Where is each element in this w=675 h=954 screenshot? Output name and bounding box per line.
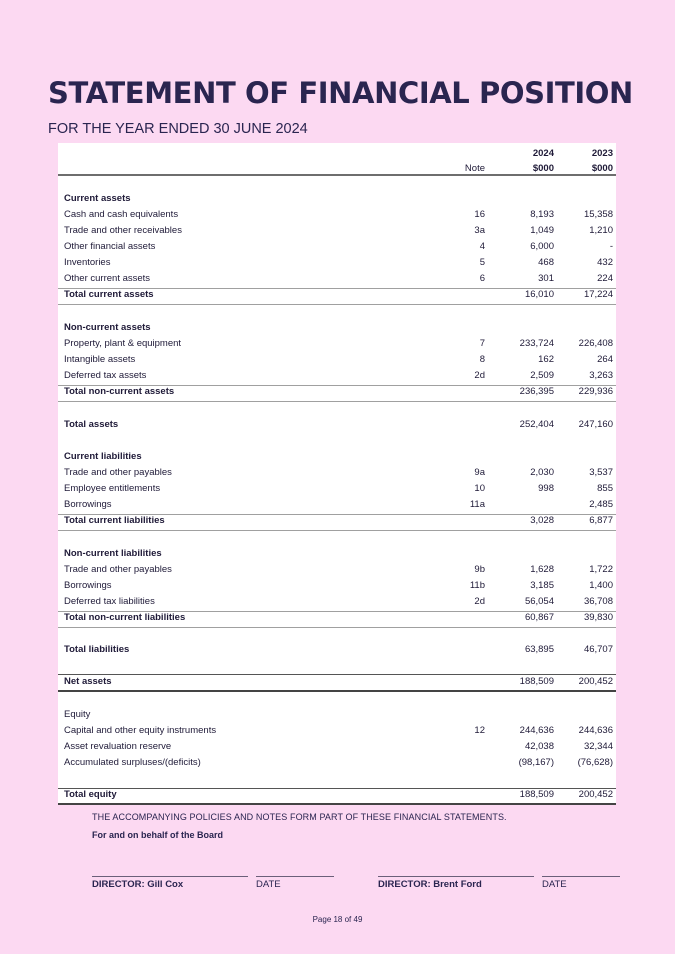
row-note: 5 (479, 257, 485, 268)
table-rule (58, 803, 616, 805)
row-label: Other current assets (64, 273, 151, 284)
table-row (58, 417, 616, 433)
row-label: Other financial assets (64, 241, 156, 252)
row-note: 11b (469, 580, 485, 591)
row-label: Total equity (64, 789, 117, 800)
header-year-2024: 2024 (532, 148, 554, 159)
row-label: Inventories (64, 257, 111, 268)
row-value-2023: 3,537 (589, 467, 613, 478)
row-value-2023: 244,636 (578, 725, 613, 736)
table-rule (58, 690, 616, 692)
row-value-2023: 1,722 (589, 564, 613, 575)
row-note: 7 (479, 338, 485, 349)
row-label: Total current liabilities (64, 515, 165, 526)
row-label: Net assets (64, 676, 112, 687)
row-note: 16 (474, 209, 485, 220)
row-value-2024: 8,193 (530, 209, 554, 220)
signature-line-director1 (92, 876, 248, 877)
table-row (58, 287, 616, 303)
table-row (58, 336, 616, 352)
row-value-2024: 42,038 (524, 741, 554, 752)
row-value-2024: 2,509 (530, 370, 554, 381)
row-label: Equity (64, 709, 91, 720)
row-value-2023: 226,408 (578, 338, 613, 349)
row-value-2023: 200,452 (578, 789, 613, 800)
row-label: Current liabilities (64, 451, 142, 462)
header-unit-2024: $000 (532, 163, 554, 174)
table-row (58, 546, 616, 562)
table-row (58, 255, 616, 271)
footer-note: THE ACCOMPANYING POLICIES AND NOTES FORM PART OF THESE FINANCIAL STATEMENTS. (92, 812, 507, 822)
table-row (58, 723, 616, 739)
table-rule (58, 304, 616, 305)
row-value-2023: 17,224 (583, 289, 613, 300)
board-statement: For and on behalf of the Board (92, 830, 223, 840)
table-rule (58, 627, 616, 628)
header-unit-2023: $000 (591, 163, 613, 174)
row-value-2023: - (609, 241, 613, 252)
row-value-2024: 56,054 (524, 596, 554, 607)
date1-label: DATE (256, 879, 281, 890)
financial-table (58, 143, 616, 803)
table-row (58, 707, 616, 723)
row-value-2023: 15,358 (583, 209, 613, 220)
table-row (58, 191, 616, 207)
row-label: Trade and other payables (64, 467, 172, 478)
row-value-2023: 6,877 (589, 515, 613, 526)
row-value-2023: 200,452 (578, 676, 613, 687)
row-note: 8 (479, 354, 485, 365)
row-note: 6 (479, 273, 485, 284)
table-row (58, 223, 616, 239)
row-label: Total current assets (64, 289, 154, 300)
row-label: Total assets (64, 419, 119, 430)
row-label: Trade and other receivables (64, 225, 182, 236)
row-value-2024: (98,167) (518, 757, 554, 768)
row-label: Deferred tax assets (64, 370, 147, 381)
table-row (58, 594, 616, 610)
row-value-2024: 236,395 (519, 386, 554, 397)
row-label: Borrowings (64, 499, 112, 510)
table-row (58, 674, 616, 690)
table-row (58, 465, 616, 481)
date2-label: DATE (542, 879, 567, 890)
table-rule (58, 530, 616, 531)
row-value-2024: 244,636 (519, 725, 554, 736)
row-label: Current assets (64, 193, 131, 204)
header-year-2023: 2023 (591, 148, 613, 159)
row-note: 2d (474, 596, 485, 607)
row-value-2023: 229,936 (578, 386, 613, 397)
row-value-2023: (76,628) (577, 757, 613, 768)
table-row (58, 320, 616, 336)
row-label: Cash and cash equivalents (64, 209, 179, 220)
row-value-2024: 998 (538, 483, 554, 494)
table-row (58, 578, 616, 594)
row-value-2023: 2,485 (589, 499, 613, 510)
row-value-2024: 63,895 (524, 644, 554, 655)
row-label: Capital and other equity instruments (64, 725, 217, 736)
table-row (58, 271, 616, 287)
row-label: Total non-current liabilities (64, 612, 186, 623)
table-rule (58, 174, 616, 176)
table-row (58, 384, 616, 400)
row-label: Property, plant & equipment (64, 338, 182, 349)
row-value-2023: 1,210 (589, 225, 613, 236)
table-rule (58, 401, 616, 402)
row-value-2024: 162 (538, 354, 554, 365)
table-row (58, 497, 616, 513)
table-row (58, 787, 616, 803)
table-row (58, 642, 616, 658)
signature-line-date1 (256, 876, 334, 877)
row-note: 4 (479, 241, 485, 252)
row-value-2024: 60,867 (524, 612, 554, 623)
row-label: Employee entitlements (64, 483, 161, 494)
table-row (58, 610, 616, 626)
row-note: 11a (469, 499, 485, 510)
row-value-2024: 301 (538, 273, 554, 284)
row-value-2024: 1,049 (530, 225, 554, 236)
row-label: Non-current assets (64, 322, 151, 333)
row-value-2024: 3,185 (530, 580, 554, 591)
page-title: STATEMENT OF FINANCIAL POSITION (48, 76, 633, 110)
row-value-2023: 247,160 (578, 419, 613, 430)
row-value-2024: 252,404 (519, 419, 554, 430)
table-row (58, 481, 616, 497)
director2-label: DIRECTOR: Brent Ford (378, 879, 482, 890)
table-row (58, 207, 616, 223)
row-note: 9b (474, 564, 485, 575)
row-value-2024: 16,010 (524, 289, 554, 300)
row-value-2023: 432 (597, 257, 613, 268)
table-row (58, 352, 616, 368)
row-value-2023: 46,707 (583, 644, 613, 655)
table-row (58, 449, 616, 465)
table-row (58, 755, 616, 771)
row-value-2023: 264 (597, 354, 613, 365)
row-note: 3a (474, 225, 485, 236)
row-value-2024: 188,509 (519, 676, 554, 687)
row-value-2024: 2,030 (530, 467, 554, 478)
page-subtitle: FOR THE YEAR ENDED 30 JUNE 2024 (48, 121, 308, 137)
table-row (58, 368, 616, 384)
row-label: Total liabilities (64, 644, 130, 655)
director1-label: DIRECTOR: Gill Cox (92, 879, 184, 890)
table-row (58, 739, 616, 755)
row-value-2023: 1,400 (589, 580, 613, 591)
row-value-2023: 39,830 (583, 612, 613, 623)
row-label: Accumulated surpluses/(deficits) (64, 757, 201, 768)
row-label: Borrowings (64, 580, 112, 591)
row-note: 12 (474, 725, 485, 736)
page-number: Page 18 of 49 (312, 915, 363, 924)
header-note: Note (464, 163, 485, 174)
row-label: Asset revaluation reserve (64, 741, 172, 752)
row-label: Deferred tax liabilities (64, 596, 155, 607)
row-label: Intangible assets (64, 354, 136, 365)
signature-line-date2 (542, 876, 620, 877)
row-note: 9a (474, 467, 485, 478)
signature-line-director2 (378, 876, 534, 877)
row-value-2024: 6,000 (530, 241, 554, 252)
row-value-2023: 224 (597, 273, 613, 284)
row-note: 2d (474, 370, 485, 381)
row-value-2023: 32,344 (583, 741, 613, 752)
row-value-2023: 3,263 (589, 370, 613, 381)
table-row (58, 239, 616, 255)
table-row (58, 562, 616, 578)
table-row (58, 513, 616, 529)
row-value-2024: 468 (538, 257, 554, 268)
row-label: Total non-current assets (64, 386, 175, 397)
row-value-2023: 36,708 (583, 596, 613, 607)
row-label: Trade and other payables (64, 564, 172, 575)
row-value-2024: 1,628 (530, 564, 554, 575)
row-label: Non-current liabilities (64, 548, 162, 559)
row-value-2024: 233,724 (519, 338, 554, 349)
row-note: 10 (474, 483, 485, 494)
table-header-years (58, 146, 616, 162)
row-value-2024: 3,028 (530, 515, 554, 526)
row-value-2024: 188,509 (519, 789, 554, 800)
row-value-2023: 855 (597, 483, 613, 494)
